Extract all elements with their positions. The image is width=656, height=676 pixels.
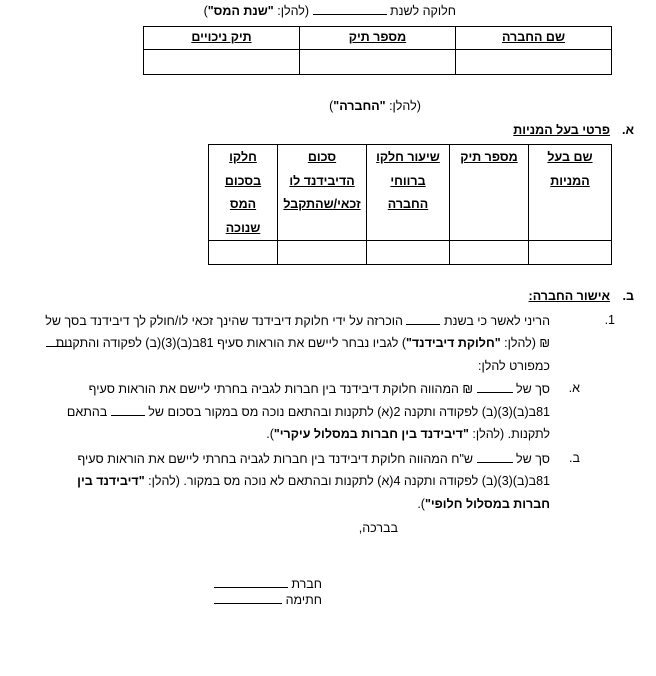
tax-year-alias: "שנת המס" (207, 4, 274, 18)
section-b-title: אישור החברה: (528, 289, 610, 303)
alternative-track-alias: "דיבידנד בין (77, 474, 145, 488)
sub-b-text: סך של (516, 452, 550, 466)
sub-a-text: ). (266, 427, 274, 441)
company-signature-line (214, 576, 322, 591)
item-1-text: כמפורט להלן: (478, 359, 550, 373)
tax-year-blank[interactable] (313, 3, 387, 15)
alternative-track-alias: חברות במסלול חלופי" (424, 497, 550, 511)
sub-a-text: ₪ המהווה חלוקת דיבידנד בין חברות לגביה בחרתי ליישם את הוראות סעיף (88, 382, 474, 396)
company-label: חברת (291, 577, 322, 591)
sub-b-amount-blank[interactable] (477, 451, 513, 463)
sub-a-marker: א. (568, 381, 580, 395)
dividend-distribution-alias: "חלוקת דיבידנד" (405, 336, 501, 350)
file-number-cell[interactable] (300, 50, 456, 75)
company-table-header (144, 27, 612, 50)
sub-a-text: בהתאם (66, 405, 108, 419)
table-row (144, 50, 612, 75)
header-text: שם בעל (547, 150, 593, 164)
company-alias-paren: (להלן: (385, 99, 421, 113)
sub-b-text: 81ב(ב)(3)(ב) לפקודה ותקנה 4(א) לתקנות ובהתאם לא נוכה מס במקור. (להלן: (144, 474, 550, 488)
profit-share-cell[interactable] (367, 241, 450, 265)
section-b-marker: ב. (622, 289, 634, 303)
sub-a-text: סך של (516, 382, 550, 396)
item-1-marker: 1. (604, 313, 615, 327)
shareholder-table (208, 144, 612, 265)
item-1-text: ₪ (להלן: (500, 336, 550, 350)
header-text: המניות (550, 173, 590, 188)
shareholder-table-header (209, 145, 612, 241)
dividend-amount-blank[interactable] (46, 335, 72, 347)
sub-b-text: ). (417, 497, 425, 511)
item-1-text: הוכרזה על ידי חלוקת דיבידנד שהינך זכאי לו/חולק לך דיבידנד בסך של (45, 314, 403, 328)
tax-withheld-cell[interactable] (209, 241, 278, 265)
header-text: שיעור חלקו (376, 150, 440, 164)
item-1-text: הריני לאשר כי בשנת (443, 314, 550, 328)
signature-label: חתימה (285, 593, 322, 607)
tax-year-alias-paren: (להלן: (273, 4, 310, 18)
section-b-heading (529, 289, 634, 303)
header-shareholder-name (529, 145, 612, 241)
sub-a-amount-blank[interactable] (477, 381, 513, 393)
header-text: חלקו (229, 150, 257, 164)
sub-a-line-1 (89, 381, 550, 396)
sub-b-line-2 (77, 474, 550, 488)
item-1-line-3 (478, 359, 550, 373)
header-tax-withheld (209, 145, 278, 241)
header-file-number: מספר תיק (300, 27, 456, 50)
header-text: שנוכה (225, 220, 261, 235)
sub-a-line-2 (67, 404, 550, 419)
header-text: ברווחי (390, 173, 426, 188)
company-name-cell[interactable] (456, 50, 612, 75)
deductions-file-cell[interactable] (144, 50, 300, 75)
tax-year-line (200, 3, 456, 18)
header-profit-share (367, 145, 450, 241)
sub-a-text: 81ב(ב)(3)(ב) לפקודה ותקנה 2(א) לתקנות ובהתאם נוכה מס במקור בסכום של (148, 405, 550, 419)
table-row (209, 241, 612, 265)
dividend-amount-cell[interactable] (278, 241, 367, 265)
shareholder-name-cell[interactable] (529, 241, 612, 265)
tax-year-label: חלוקה לשנת (390, 4, 456, 18)
header-company-name: שם החברה (456, 27, 612, 50)
header-text: החברה (387, 197, 429, 211)
header-shareholder-file (450, 145, 529, 241)
sub-b-marker: ב. (569, 451, 580, 465)
company-alias-bold: "החברה" (333, 99, 386, 113)
header-deductions-file: תיק ניכויים (144, 27, 300, 50)
section-a-heading (513, 123, 634, 137)
header-dividend-amount (278, 145, 367, 241)
header-text: מספר תיק (460, 150, 518, 164)
main-track-alias: "דיבידנד בין חברות במסלול עיקרי" (273, 427, 469, 441)
company-alias (300, 99, 450, 113)
header-text: הדיבידנד לו (289, 173, 355, 188)
sub-b-line-3 (417, 497, 550, 511)
section-a-title: פרטי בעל המניות (513, 123, 610, 137)
sub-b-line-1 (78, 451, 551, 466)
company-alias-close: ) (329, 99, 334, 113)
header-text: זכאי/שהתקבל (283, 197, 361, 211)
sub-a-line-3 (266, 427, 550, 441)
header-text: המס (229, 197, 257, 211)
company-table (143, 26, 612, 75)
sub-a-tax-blank[interactable] (111, 404, 145, 416)
section-a-marker: א. (622, 123, 634, 137)
item-1-text: ) לגביו נבחר ליישם את הוראות סעיף 81ב(ב)(3)(ב) לפקודה והתקנות (55, 336, 406, 350)
item-1-line-1 (45, 313, 550, 328)
signature-line (214, 592, 322, 607)
header-text: בסכום (224, 173, 262, 188)
tax-year-alias-close: ) (203, 4, 208, 18)
shareholder-file-cell[interactable] (450, 241, 529, 265)
header-text: סכום (307, 150, 337, 164)
signature-blank[interactable] (214, 592, 282, 604)
regards: בברכה, (358, 521, 398, 535)
item-1-line-2 (56, 336, 550, 350)
company-name-blank[interactable] (214, 576, 288, 588)
sub-b-text: ש"ח המהווה חלוקת דיבידנד בין חברות לגביה בחרתי ליישם את הוראות סעיף (77, 452, 474, 466)
year-declared-blank[interactable] (406, 313, 440, 325)
sub-a-text: לתקנות. (להלן: (468, 427, 550, 441)
